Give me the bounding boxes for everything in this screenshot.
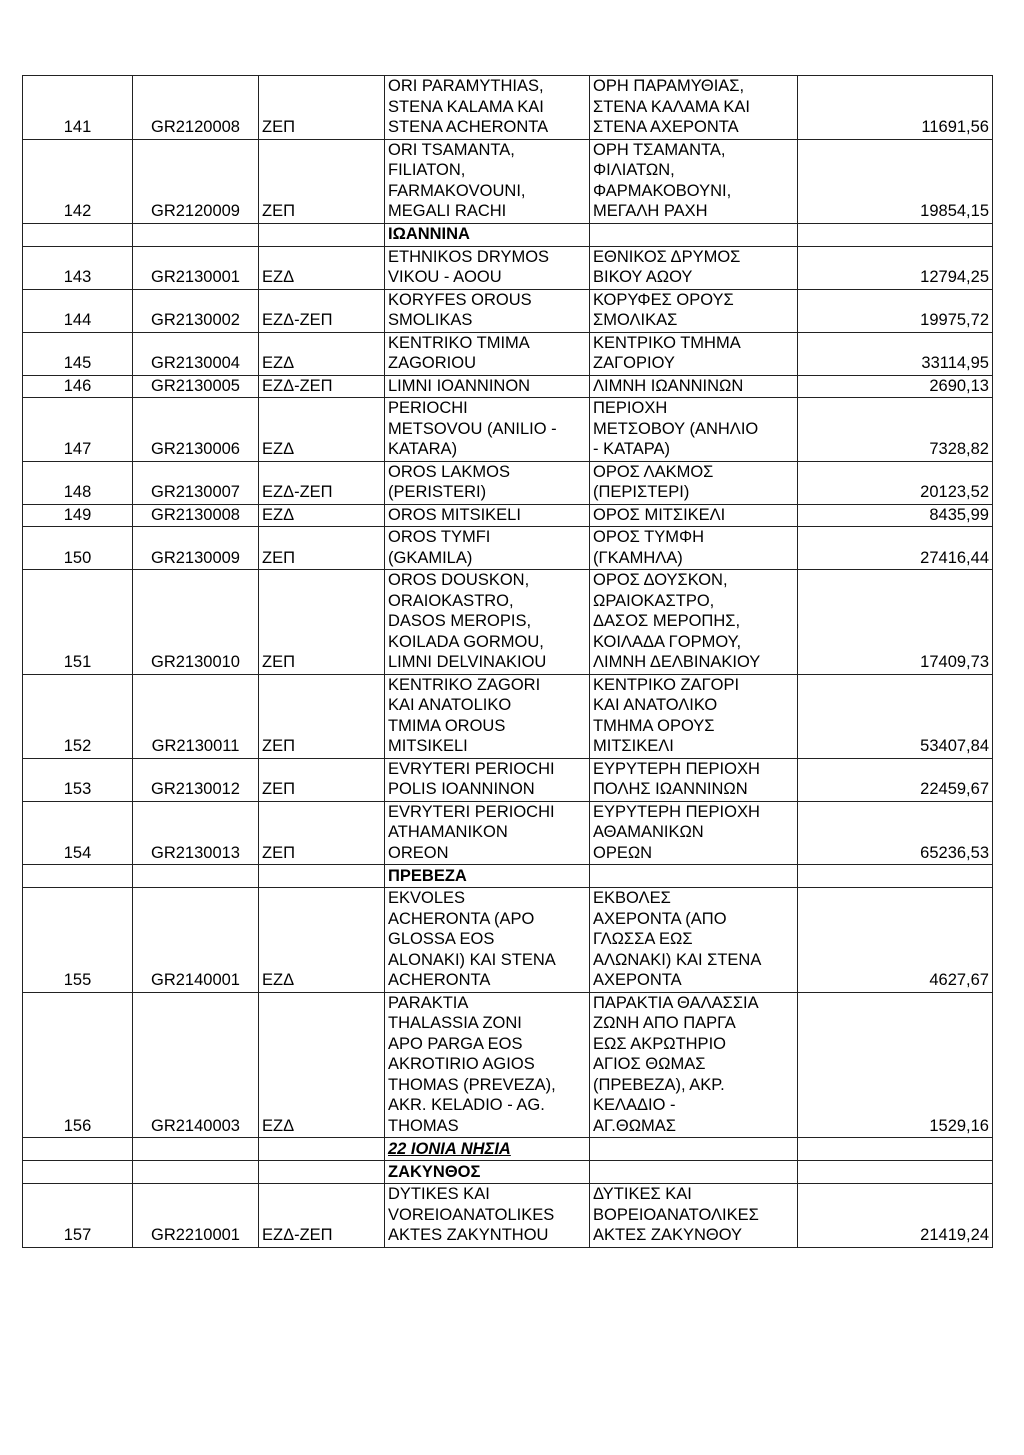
site-code: GR2130010 (133, 570, 259, 675)
table-row (23, 246, 993, 289)
site-number: 151 (23, 570, 133, 675)
site-number: 145 (23, 332, 133, 375)
table-row (23, 674, 993, 758)
site-name-latin: KENTRIKO ZAGORI KAI ANATOLIKO TMIMA OROUS MITSIKELI (385, 674, 590, 758)
empty-cell (259, 1138, 385, 1161)
site-number: 143 (23, 246, 133, 289)
site-name-latin: KORYFES OROUS SMOLIKAS (385, 289, 590, 332)
site-area: 17409,73 (798, 570, 993, 675)
site-type: ΕΖΔ (259, 992, 385, 1138)
site-type: ΖΕΠ (259, 674, 385, 758)
site-name-latin: PARAKTIA THALASSIA ZONI APO PARGA EOS AKROTIRIO AGIOS THOMAS (PREVEZA), AKR. KELADIO - AG. THOMAS (385, 992, 590, 1138)
site-name-latin: OROS DOUSKON, ORAIOKASTRO, DASOS MEROPIS, KOILADA GORMOU, LIMNI DELVINAKIOU (385, 570, 590, 675)
empty-cell (23, 1138, 133, 1161)
table-row (23, 461, 993, 504)
site-number: 154 (23, 801, 133, 865)
region-heading (385, 865, 590, 888)
site-type: ΕΖΔ (259, 332, 385, 375)
empty-cell (23, 865, 133, 888)
table-row (23, 332, 993, 375)
site-number: 144 (23, 289, 133, 332)
table-body (23, 76, 993, 1248)
site-type: ΖΕΠ (259, 139, 385, 223)
table-row (23, 504, 993, 527)
empty-cell (798, 1138, 993, 1161)
table-row (23, 375, 993, 398)
table-row (23, 888, 993, 993)
site-name-greek: ΟΡΟΣ ΤΥΜΦΗ (ΓΚΑΜΗΛΑ) (590, 527, 798, 570)
site-code: GR2130008 (133, 504, 259, 527)
table-row (23, 1184, 993, 1248)
site-name-latin: ORI PARAMYTHIAS, STENA KALAMA KAI STENA ACHERONTA (385, 76, 590, 140)
empty-cell (133, 1138, 259, 1161)
region-heading (385, 223, 590, 246)
empty-cell (133, 865, 259, 888)
site-name-greek: ΔΥΤΙΚΕΣ ΚΑΙ ΒΟΡΕΙΟΑΝΑΤΟΛΙΚΕΣ ΑΚΤΕΣ ΖΑΚΥΝΘΟΥ (590, 1184, 798, 1248)
site-name-greek: ΟΡΟΣ ΔΟΥΣΚΟΝ, ΩΡΑΙΟΚΑΣΤΡΟ, ΔΑΣΟΣ ΜΕΡΟΠΗΣ, ΚΟΙΛΑΔΑ ΓΟΡΜΟΥ, ΛΙΜΝΗ ΔΕΛΒΙΝΑΚΙΟΥ (590, 570, 798, 675)
site-type: ΕΖΔ-ΖΕΠ (259, 461, 385, 504)
empty-cell (259, 1161, 385, 1184)
site-name-latin: LIMNI IOANNINON (385, 375, 590, 398)
site-type: ΕΖΔ (259, 398, 385, 462)
empty-cell (133, 223, 259, 246)
region-row (23, 865, 993, 888)
site-name-greek: ΕΚΒΟΛΕΣ ΑΧΕΡΟΝΤΑ (ΑΠΟ ΓΛΩΣΣΑ ΕΩΣ ΑΛΩΝΑΚΙ) ΚΑΙ ΣΤΕΝΑ ΑΧΕΡΟΝΤΑ (590, 888, 798, 993)
site-code: GR2130006 (133, 398, 259, 462)
site-number: 152 (23, 674, 133, 758)
site-area: 12794,25 (798, 246, 993, 289)
empty-cell (259, 865, 385, 888)
site-area: 11691,56 (798, 76, 993, 140)
empty-cell (590, 1161, 798, 1184)
site-name-latin: EKVOLES ACHERONTA (APO GLOSSA EOS ALONAKI) KAI STENA ACHERONTA (385, 888, 590, 993)
site-number: 153 (23, 758, 133, 801)
table-row (23, 801, 993, 865)
site-name-greek: ΕΥΡΥΤΕΡΗ ΠΕΡΙΟΧΗ ΑΘΑΜΑΝΙΚΩΝ ΟΡΕΩΝ (590, 801, 798, 865)
site-area: 22459,67 (798, 758, 993, 801)
site-type: ΖΕΠ (259, 76, 385, 140)
site-name-latin: EVRYTERI PERIOCHI ATHAMANIKON OREON (385, 801, 590, 865)
site-type: ΕΖΔ (259, 504, 385, 527)
region-row (23, 1161, 993, 1184)
region-row (23, 223, 993, 246)
table-row (23, 289, 993, 332)
site-name-latin: DYTIKES KAI VOREIOANATOLIKES AKTES ZAKYNTHOU (385, 1184, 590, 1248)
empty-cell (798, 865, 993, 888)
empty-cell (23, 1161, 133, 1184)
site-code: GR2130004 (133, 332, 259, 375)
empty-cell (23, 223, 133, 246)
table-row (23, 570, 993, 675)
region-label: ΖΑΚΥΝΘΟΣ (388, 1162, 481, 1181)
region-label: ΙΩΑΝΝΙΝΑ (388, 225, 470, 243)
site-number: 149 (23, 504, 133, 527)
empty-cell (259, 223, 385, 246)
site-code: GR2130009 (133, 527, 259, 570)
site-area: 53407,84 (798, 674, 993, 758)
site-name-greek: ΕΘΝΙΚΟΣ ΔΡΥΜΟΣ ΒΙΚΟΥ ΑΩΟΥ (590, 246, 798, 289)
site-type: ΖΕΠ (259, 801, 385, 865)
site-code: GR2120009 (133, 139, 259, 223)
empty-cell (590, 1138, 798, 1161)
site-code: GR2130005 (133, 375, 259, 398)
site-area: 2690,13 (798, 375, 993, 398)
site-name-latin: OROS LAKMOS (PERISTERI) (385, 461, 590, 504)
site-area: 33114,95 (798, 332, 993, 375)
site-number: 147 (23, 398, 133, 462)
site-area: 21419,24 (798, 1184, 993, 1248)
site-name-latin: KENTRIKO TMIMA ZAGORIOU (385, 332, 590, 375)
site-area: 7328,82 (798, 398, 993, 462)
site-name-latin: OROS TYMFI (GKAMILA) (385, 527, 590, 570)
site-area: 19854,15 (798, 139, 993, 223)
site-type: ΖΕΠ (259, 758, 385, 801)
empty-cell (590, 223, 798, 246)
site-name-latin: ETHNIKOS DRYMOS VIKOU - AOOU (385, 246, 590, 289)
site-type: ΕΖΔ-ΖΕΠ (259, 1184, 385, 1248)
site-number: 141 (23, 76, 133, 140)
site-name-latin: OROS MITSIKELI (385, 504, 590, 527)
region-label: ΠΡΕΒΕΖΑ (388, 866, 467, 885)
site-name-greek: ΚΟΡΥΦΕΣ ΟΡΟΥΣ ΣΜΟΛΙΚΑΣ (590, 289, 798, 332)
region-label: 22 ΙΟΝΙΑ ΝΗΣΙΑ (388, 1139, 511, 1158)
site-number: 148 (23, 461, 133, 504)
site-name-greek: ΟΡΗ ΠΑΡΑΜΥΘΙΑΣ, ΣΤΕΝΑ ΚΑΛΑΜΑ ΚΑΙ ΣΤΕΝΑ ΑΧΕΡΟΝΤΑ (590, 76, 798, 140)
site-type: ΕΖΔ (259, 246, 385, 289)
site-number: 142 (23, 139, 133, 223)
site-name-greek: ΟΡΟΣ ΜΙΤΣΙΚΕΛΙ (590, 504, 798, 527)
site-number: 146 (23, 375, 133, 398)
site-number: 155 (23, 888, 133, 993)
site-name-greek: ΠΕΡΙΟΧΗ ΜΕΤΣΟΒΟΥ (ΑΝΗΛΙΟ - ΚΑΤΑΡΑ) (590, 398, 798, 462)
site-type: ΕΖΔ (259, 888, 385, 993)
site-name-latin: PERIOCHI METSOVOU (ANILIO - KATARA) (385, 398, 590, 462)
site-number: 150 (23, 527, 133, 570)
table-row (23, 76, 993, 140)
site-area: 1529,16 (798, 992, 993, 1138)
site-name-greek: ΠΑΡΑΚΤΙΑ ΘΑΛΑΣΣΙΑ ΖΩΝΗ ΑΠΟ ΠΑΡΓΑ ΕΩΣ ΑΚΡΩΤΗΡΙΟ ΑΓΙΟΣ ΘΩΜΑΣ (ΠΡΕΒΕΖΑ), ΑΚΡ. ΚΕΛΑΔΙΟ - ΑΓ.ΘΩΜΑΣ (590, 992, 798, 1138)
site-area: 4627,67 (798, 888, 993, 993)
site-code: GR2130007 (133, 461, 259, 504)
site-type: ΕΖΔ-ΖΕΠ (259, 289, 385, 332)
site-name-greek: ΚΕΝΤΡΙΚΟ ΤΜΗΜΑ ΖΑΓΟΡΙΟΥ (590, 332, 798, 375)
site-area: 27416,44 (798, 527, 993, 570)
site-number: 157 (23, 1184, 133, 1248)
empty-cell (798, 223, 993, 246)
site-number: 156 (23, 992, 133, 1138)
site-code: GR2130012 (133, 758, 259, 801)
site-code: GR2130013 (133, 801, 259, 865)
site-area: 8435,99 (798, 504, 993, 527)
site-code: GR2140001 (133, 888, 259, 993)
site-name-greek: ΚΕΝΤΡΙΚΟ ΖΑΓΟΡΙ ΚΑΙ ΑΝΑΤΟΛΙΚΟ ΤΜΗΜΑ ΟΡΟΥΣ ΜΙΤΣΙΚΕΛΙ (590, 674, 798, 758)
table-row (23, 758, 993, 801)
region-heading (385, 1161, 590, 1184)
site-name-latin: EVRYTERI PERIOCHI POLIS IOANNINON (385, 758, 590, 801)
site-code: GR2140003 (133, 992, 259, 1138)
site-type: ΕΖΔ-ΖΕΠ (259, 375, 385, 398)
table-row (23, 992, 993, 1138)
site-area: 20123,52 (798, 461, 993, 504)
table-row (23, 139, 993, 223)
empty-cell (590, 865, 798, 888)
site-code: GR2120008 (133, 76, 259, 140)
natura-sites-table (22, 75, 993, 1248)
site-area: 65236,53 (798, 801, 993, 865)
table-row (23, 398, 993, 462)
table-row (23, 527, 993, 570)
region-row (23, 1138, 993, 1161)
site-name-greek: ΟΡΟΣ ΛΑΚΜΟΣ (ΠΕΡΙΣΤΕΡΙ) (590, 461, 798, 504)
empty-cell (798, 1161, 993, 1184)
site-type: ΖΕΠ (259, 527, 385, 570)
empty-cell (133, 1161, 259, 1184)
site-code: GR2130001 (133, 246, 259, 289)
site-type: ΖΕΠ (259, 570, 385, 675)
site-code: GR2130002 (133, 289, 259, 332)
site-name-greek: ΛΙΜΝΗ ΙΩΑΝΝΙΝΩΝ (590, 375, 798, 398)
site-code: GR2130011 (133, 674, 259, 758)
site-name-latin: ORI TSAMANTA, FILIATON, FARMAKOVOUNI, MEGALI RACHI (385, 139, 590, 223)
site-area: 19975,72 (798, 289, 993, 332)
site-code: GR2210001 (133, 1184, 259, 1248)
site-name-greek: ΕΥΡΥΤΕΡΗ ΠΕΡΙΟΧΗ ΠΟΛΗΣ ΙΩΑΝΝΙΝΩΝ (590, 758, 798, 801)
region-heading (385, 1138, 590, 1161)
site-name-greek: ΟΡΗ ΤΣΑΜΑΝΤΑ, ΦΙΛΙΑΤΩΝ, ΦΑΡΜΑΚΟΒΟΥΝΙ, ΜΕΓΑΛΗ ΡΑΧΗ (590, 139, 798, 223)
